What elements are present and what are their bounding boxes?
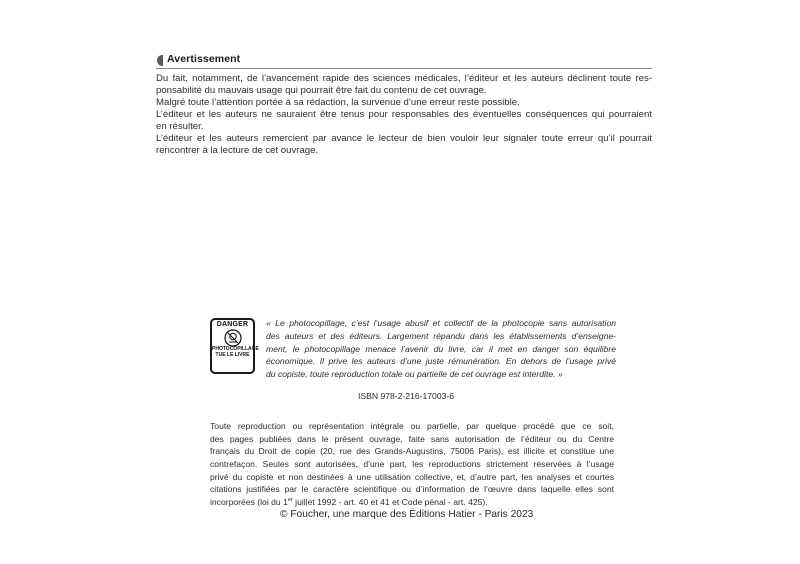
legal-line: Toute reproduction ou représentation intégrale ou partielle, par quelque procédé que ce soit, bbox=[210, 421, 614, 431]
legal-line: citations justifiées par le caractère scientifique ou d’information de l’œuvre dans laquelle elles sont bbox=[210, 484, 614, 495]
quote-line: du copiste, toute reproduction totale ou partielle de cet ouvrage est interdite. » bbox=[266, 369, 563, 380]
warning-line: ponsabilité du mauvais usage qui pourrait être fait du contenu de cet ouvrage. bbox=[156, 85, 487, 96]
legal-line: contrefaçon. Seules sont autorisées, d’une part, les reproductions strictement réservées à l’usage bbox=[210, 459, 614, 470]
legal-last-before: incorporées (loi du 1 bbox=[210, 497, 288, 508]
quote-line: ment, le photocopillage menace l’avenir du livre, car il met en danger son équilibre bbox=[266, 343, 616, 354]
warning-title: Avertissement bbox=[167, 53, 241, 65]
quote-line: des auteurs et des éditeurs. Largement répandu dans les établissements d’enseigne- bbox=[266, 330, 616, 341]
warning-header bbox=[156, 53, 652, 69]
danger-label: DANGER bbox=[216, 321, 249, 328]
skull-icon bbox=[224, 329, 242, 347]
photocopy-quote bbox=[266, 317, 616, 381]
warning-line: L’éditeur et les auteurs remercient par avance le lecteur de bien vouloir leur signaler toute erreur qu’il pourrait bbox=[156, 133, 652, 144]
quote-line: « Le photocopillage, c’est l’usage abusif et collectif de la photocopie sans autorisation bbox=[266, 318, 616, 328]
legal-line: des pages publiées dans le présent ouvrage, faite sans autorisation de l’éditeur ou du Centre bbox=[210, 433, 614, 444]
legal-last-line bbox=[210, 496, 614, 509]
legal-line: privé du copiste et non destinées à une utilisation collective, et, d’autre part, les analyses et courtes bbox=[210, 471, 614, 482]
warning-text bbox=[156, 73, 652, 157]
warning-line: Du fait, notamment, de l’avancement rapide des sciences médicales, l’éditeur et les auteurs déclinent toute res- bbox=[156, 73, 652, 84]
warning-line: rencontrer à la lecture de cet ouvrage. bbox=[156, 145, 319, 156]
danger-sub-line: PHOTOCOPILLAGE bbox=[212, 346, 259, 352]
danger-photocopillage-logo bbox=[210, 318, 259, 374]
isbn: ISBN 978-2-216-17003-6 bbox=[358, 391, 455, 401]
legal-last-after: juillet 1992 - art. 40 et 41 et Code pénal - art. 425). bbox=[292, 497, 488, 508]
legal-notice bbox=[210, 420, 614, 509]
warning-line: Malgré toute l’attention portée à sa rédaction, la survenue d’une erreur reste possible. bbox=[156, 97, 520, 108]
half-circle-icon bbox=[157, 55, 163, 66]
legal-last-sup: er bbox=[287, 497, 293, 504]
warning-line: L’éditeur et les auteurs ne sauraient être tenus pour responsables des éventuelles conséquences qui pourraient bbox=[156, 109, 652, 120]
quote-line: économique. Il prive les auteurs d’une juste rémunération. En dehors de l’usage privé bbox=[266, 356, 616, 367]
danger-sub-line: TUE LE LIVRE bbox=[215, 351, 250, 358]
warning-line: en résulter. bbox=[156, 121, 204, 132]
copyright: © Foucher, une marque des Éditions Hatier - Paris 2023 bbox=[280, 509, 534, 520]
legal-line: français du Droit de copie (20, rue des Grands-Augustins, 75006 Paris), est illicite et constitue une bbox=[210, 446, 614, 457]
